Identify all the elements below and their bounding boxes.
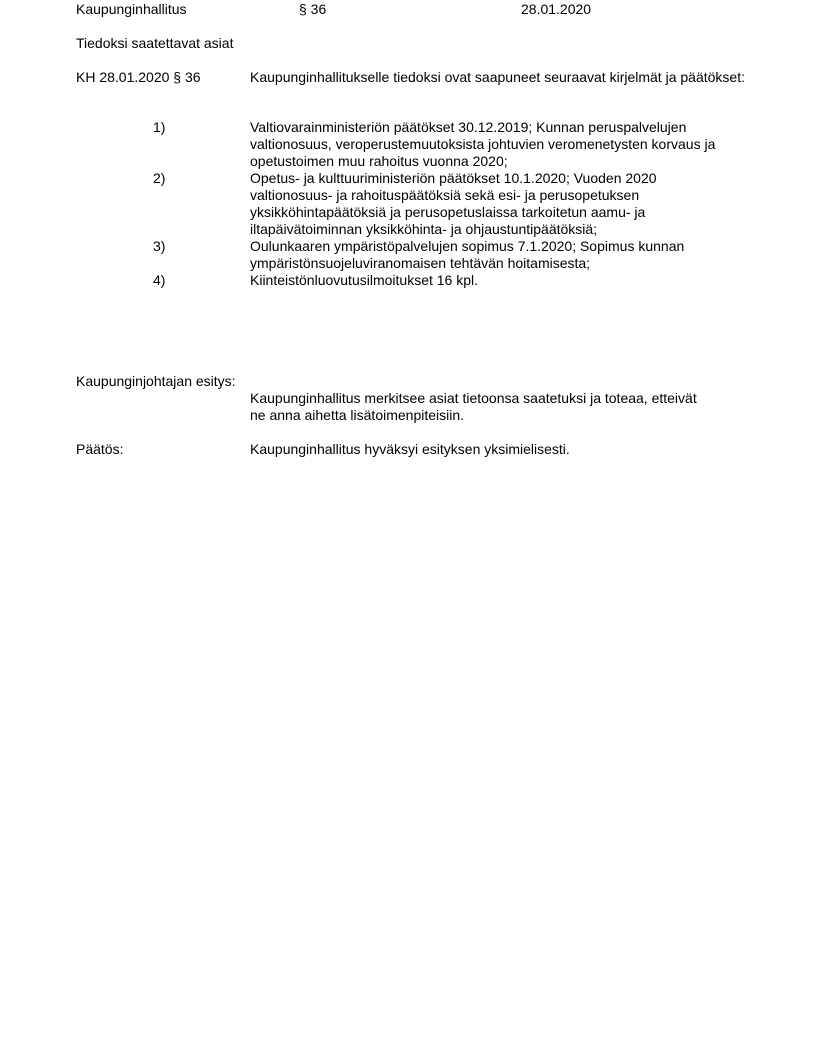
meeting-reference: KH 28.01.2020 § 36 (76, 69, 201, 85)
item-number: 2) (153, 170, 166, 186)
item-number: 4) (153, 272, 166, 288)
item-number: 3) (153, 238, 166, 254)
item-line: valtionosuus- ja rahoituspäätöksiä sekä esi- ja perusopetuksen (250, 187, 640, 203)
item-line: Opetus- ja kulttuuriministeriön päätökset 10.1.2020; Vuoden 2020 (250, 170, 657, 186)
decision-label: Päätös: (76, 441, 124, 457)
proposal-label: Kaupunginjohtajan esitys: (76, 373, 236, 389)
header-organ: Kaupunginhallitus (76, 1, 187, 17)
page-title: Tiedoksi saatettavat asiat (76, 35, 234, 51)
item-line: Oulunkaaren ympäristöpalvelujen sopimus 7.1.2020; Sopimus kunnan (250, 238, 685, 254)
item-line: iltapäivätoiminnan yksikköhinta- ja ohjaustuntipäätöksiä; (250, 221, 598, 237)
header-section: § 36 (299, 1, 327, 17)
item-line: opetustoimen muu rahoitus vuonna 2020; (250, 153, 508, 169)
intro-text: Kaupunginhallitukselle tiedoksi ovat saapuneet seuraavat kirjelmät ja päätökset: (250, 69, 745, 85)
proposal-line: Kaupunginhallitus merkitsee asiat tietoonsa saatetuksi ja toteaa, etteivät (250, 390, 697, 406)
item-number: 1) (153, 119, 166, 135)
item-line: valtionosuus, veroperustemuutoksista johtuvien veromenetysten korvaus ja (250, 136, 716, 152)
header-date: 28.01.2020 (521, 1, 592, 17)
item-line: yksikköhintapäätöksiä ja perusopetuslaissa tarkoitetun aamu- ja (250, 204, 646, 220)
item-line: Valtiovarainministeriön päätökset 30.12.2019; Kunnan peruspalvelujen (250, 119, 687, 135)
item-line: Kiinteistönluovutusilmoitukset 16 kpl. (250, 272, 479, 288)
proposal-line: ne anna aihetta lisätoimenpiteisiin. (250, 407, 465, 423)
item-line: ympäristönsuojeluviranomaisen tehtävän hoitamisesta; (250, 255, 591, 271)
decision-text: Kaupunginhallitus hyväksyi esityksen yksimielisesti. (250, 441, 570, 457)
